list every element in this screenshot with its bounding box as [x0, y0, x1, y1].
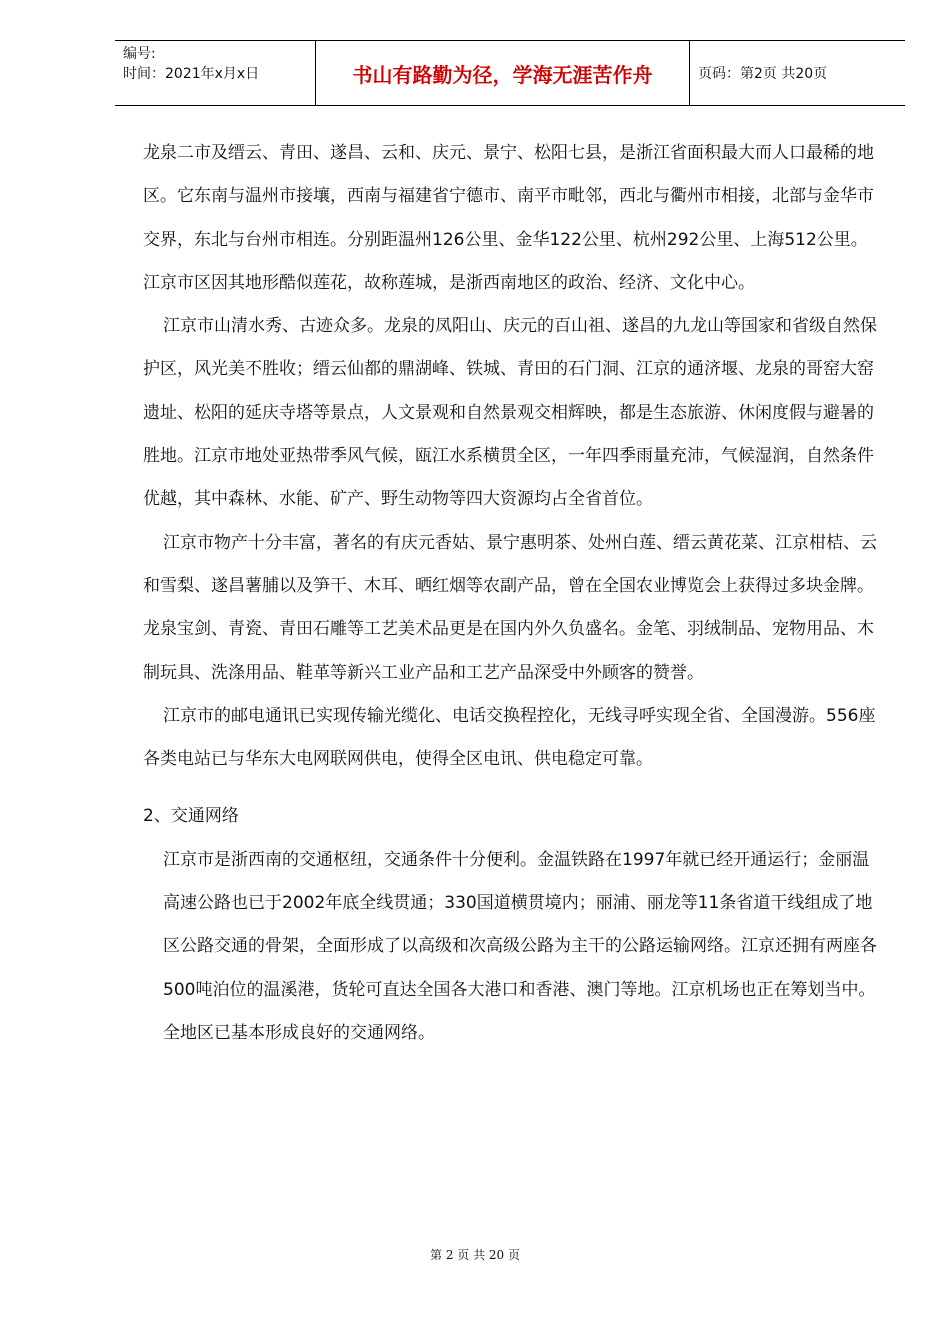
number-label: 编号: — [123, 46, 156, 62]
header-meta — [115, 41, 316, 105]
document-body — [143, 132, 883, 1055]
paragraph: 江京市山清水秀、古迹众多。龙泉的凤阳山、庆元的百山祖、遂昌的九龙山等国家和省级自然保护区，风光美不胜收；缙云仙都的鼎湖峰、铁城、青田的石门洞、江京的通济堰、龙泉的哥窑大窑遗址、松阳的延庆寺塔等景点，人文景观和自然景观交相辉映，都是生态旅游、休闲度假与避暑的胜地。江京市地处亚热带季风气候，瓯江水系横贯全区，一年四季雨量充沛，气候湿润，自然条件优越，其中森林、水能、矿产、野生动物等四大资源均占全省首位。 — [143, 316, 877, 510]
paragraph: 江京市是浙西南的交通枢纽，交通条件十分便利。金温铁路在1997年就已经开通运行；金丽温高速公路也已于2002年底全线贯通；330国道横贯境内；丽浦、丽龙等11条省道干线组成了地区公路交通的骨架，全面形成了以高级和次高级公路为主干的公路运输网络。江京还拥有两座各500吨泊位的温溪港，货轮可直达全国各大港口和香港、澳门等地。江京机场也正在筹划当中。全地区已基本形成良好的交通网络。 — [163, 849, 877, 1043]
page-header — [115, 40, 905, 106]
time-label: 时间：2021年x月x日 — [123, 66, 260, 82]
section-heading: 2、交通网络 — [143, 806, 239, 827]
page-footer: 第 2 页 共 20 页 — [430, 1248, 520, 1262]
paragraph: 江京市物产十分丰富，著名的有庆元香姑、景宁惠明茶、处州白莲、缙云黄花菜、江京柑桔、云和雪梨、遂昌薯脯以及笋干、木耳、晒红烟等农副产品，曾在全国农业博览会上获得过多块金牌。龙泉宝剑、青瓷、青田石雕等工艺美术品更是在国内外久负盛名。金笔、羽绒制品、宠物用品、木制玩具、洗涤用品、鞋革等新兴工业产品和工艺产品深受中外顾客的赞誉。 — [143, 532, 877, 683]
header-page-info: 页码：第2页 共20页 — [698, 66, 828, 82]
header-motto: 书山有路勤为径，学海无涯苦作舟 — [316, 41, 690, 105]
paragraph: 江京市的邮电通讯已实现传输光缆化、电话交换程控化，无线寻呼实现全省、全国漫游。556座各类电站已与华东大电网联网供电，使得全区电讯、供电稳定可靠。 — [143, 705, 876, 770]
paragraph: 龙泉二市及缙云、青田、遂昌、云和、庆元、景宁、松阳七县，是浙江省面积最大而人口最稀的地区。它东南与温州市接壤，西南与福建省宁德市、南平市毗邻，西北与衢州市相接，北部与金华市交界，东北与台州市相连。分别距温州126公里、金华122公里、杭州292公里、上海512公里。江京市区因其地形酷似莲花，故称莲城，是浙西南地区的政治、经济、文化中心。 — [143, 143, 874, 293]
